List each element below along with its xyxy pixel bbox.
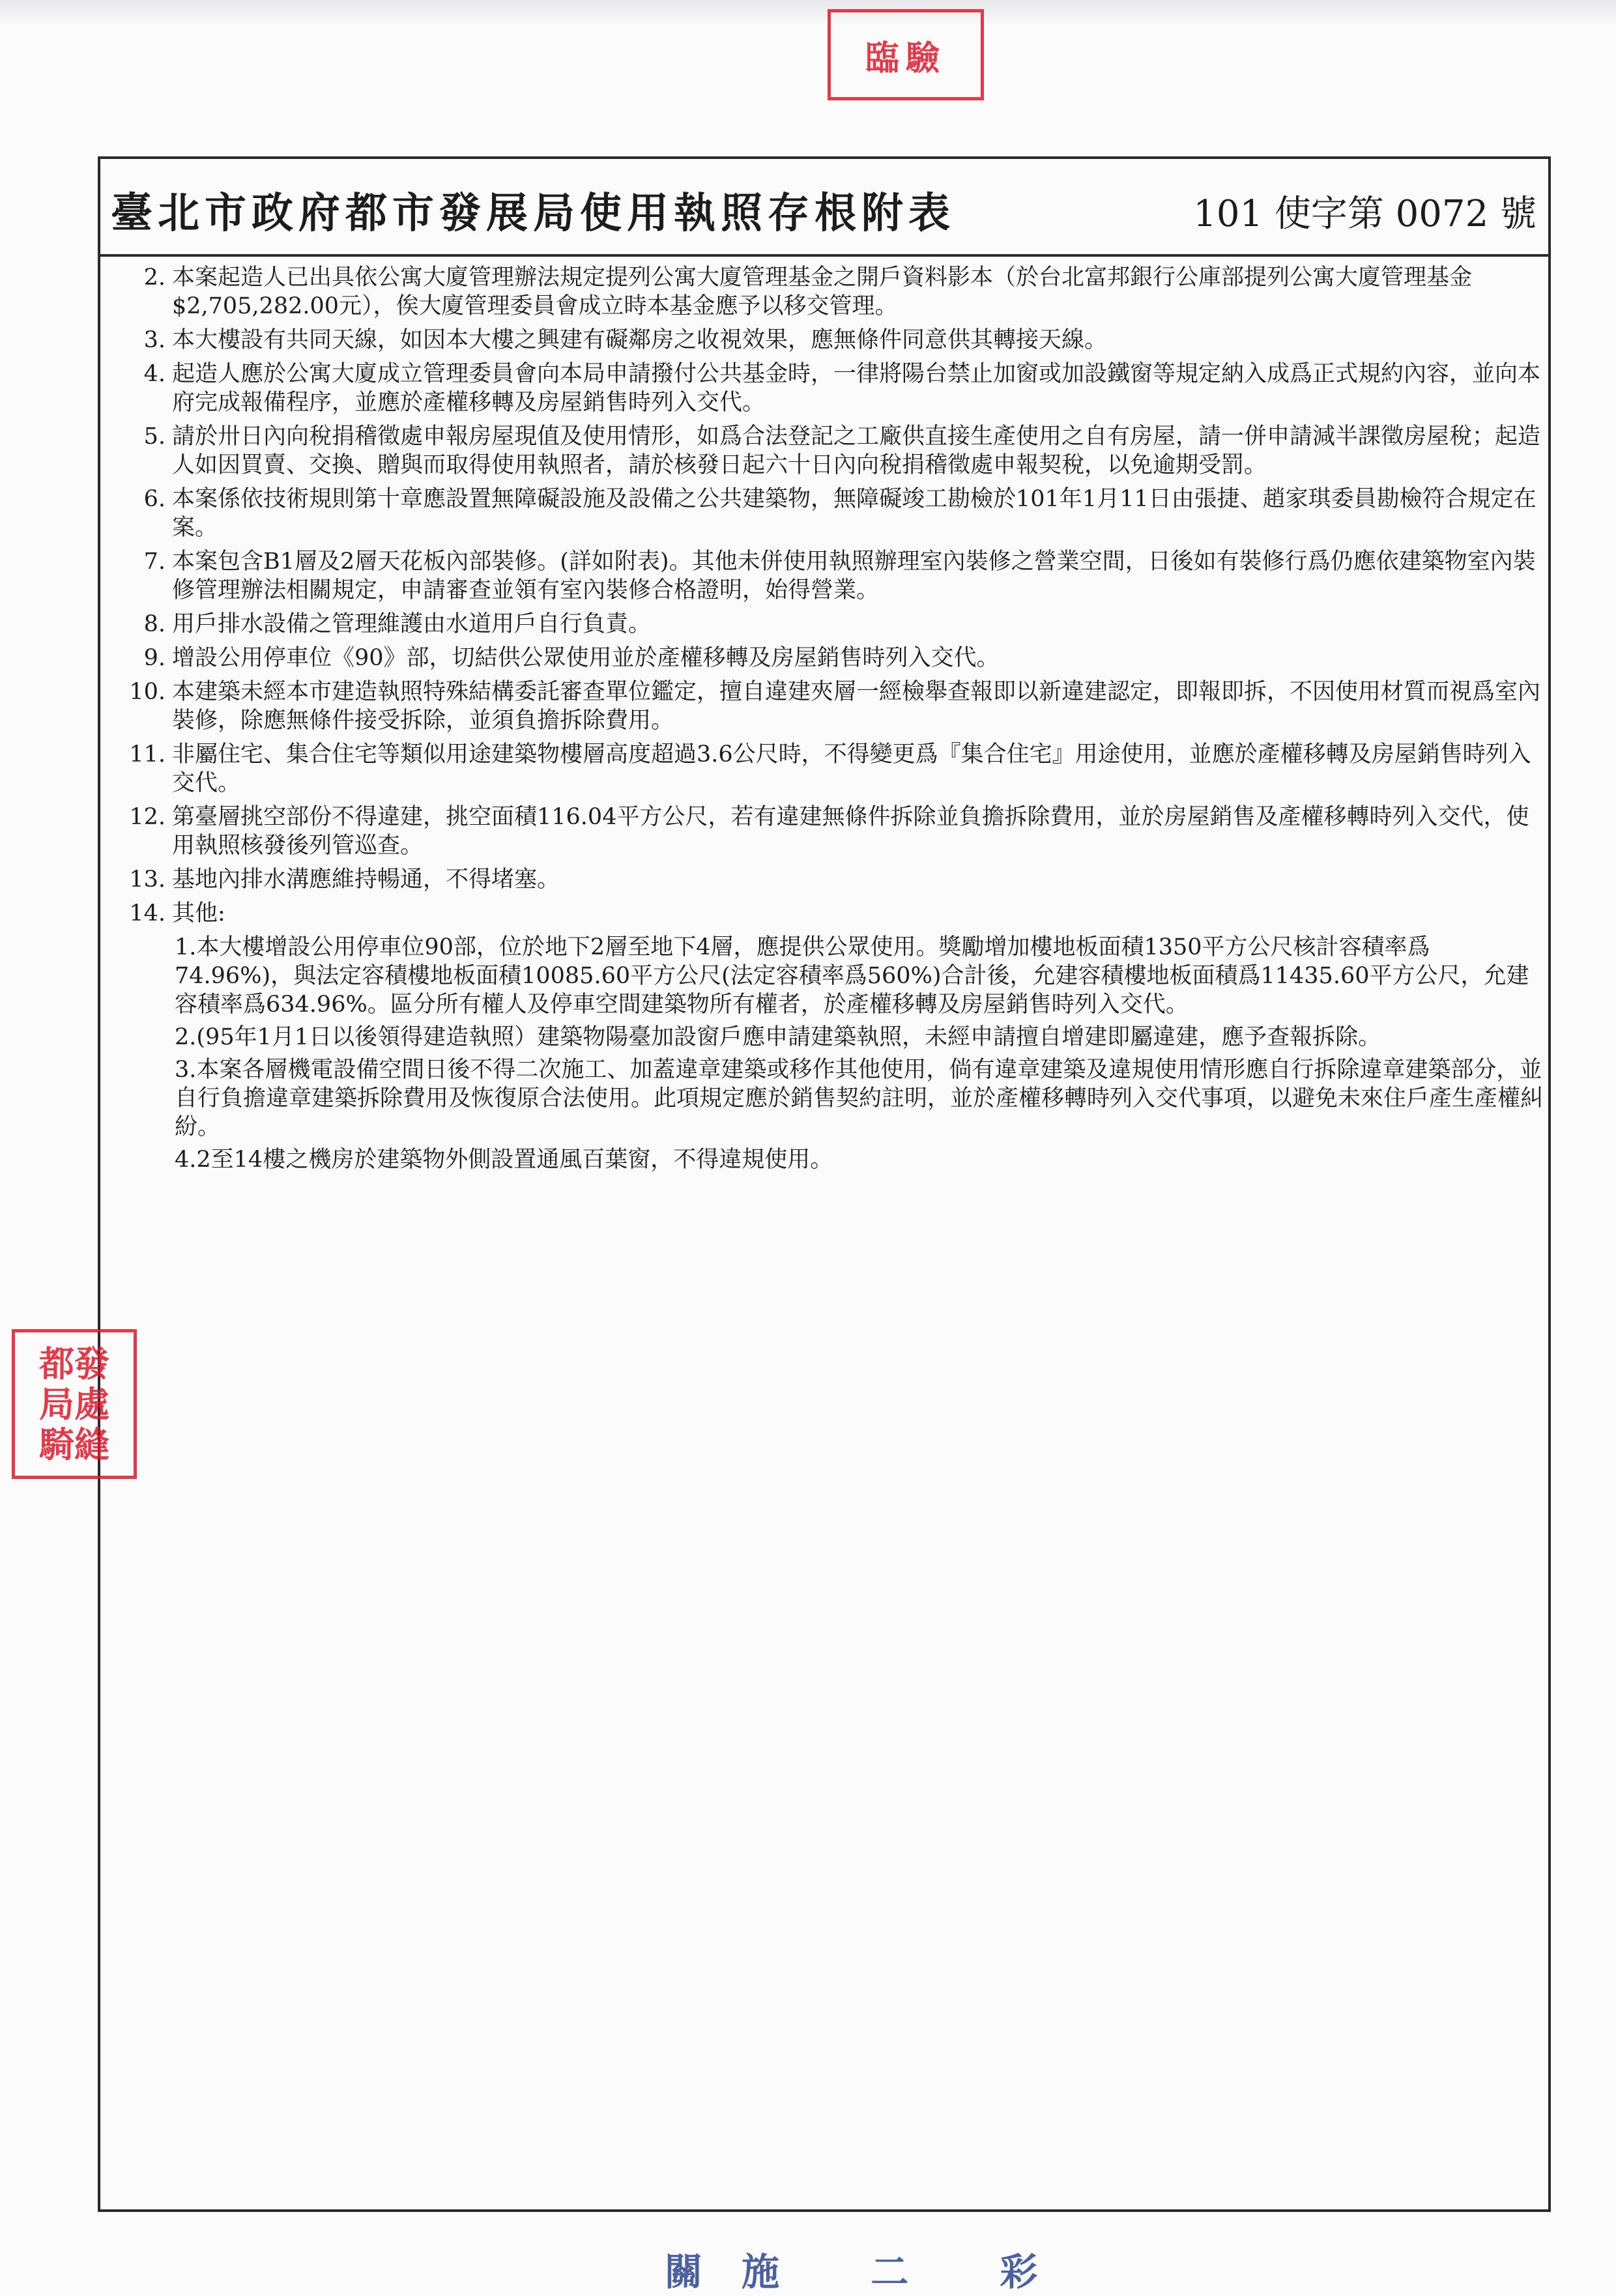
item-text: 本建築未經本市建造執照特殊結構委託審查單位鑑定，擅自違建夾層一經檢舉查報即以新違建認定，即報即拆，不因使用材質而視爲室內裝修，除應無條件接受拆除，並須負擔拆除費用。 — [172, 679, 1541, 734]
list-item — [100, 326, 1548, 354]
item-number: 4. — [143, 361, 166, 387]
sub-item: 4.2至14樓之機房於建築物外側設置通風百葉窗，不得違規使用。 — [175, 1147, 833, 1173]
seal-stamp-left: 都發 局處 騎縫 — [12, 1329, 137, 1479]
item-number: 3. — [143, 327, 166, 353]
item-number: 5. — [143, 423, 166, 450]
sub-item: 2.(95年1月1日以後領得建造執照）建築物陽臺加設窗戶應申請建築執照，未經申請擅自增建即屬違建，應予查報拆除。 — [175, 1024, 1381, 1050]
item-number: 10. — [129, 679, 166, 705]
list-item — [100, 865, 1548, 894]
list-item — [100, 644, 1548, 672]
page-title: 臺北市政府都市發展局使用執照存根附表 — [111, 189, 955, 238]
item-text: 基地內排水溝應維持暢通，不得堵塞。 — [172, 867, 560, 893]
item-number: 9. — [143, 645, 166, 671]
list-item — [100, 263, 1548, 321]
scan-edge-shadow — [0, 0, 1616, 26]
item-number: 2. — [143, 265, 166, 291]
permit-number: 101 使字第 0072 號 — [1193, 193, 1537, 235]
list-item — [100, 899, 1548, 928]
document-frame — [98, 156, 1551, 2212]
list-item — [100, 740, 1548, 797]
item-text: 其他: — [172, 900, 225, 926]
seal-stamp-bottom: 關施 二 彩 — [665, 2250, 1077, 2294]
list-item — [100, 610, 1548, 639]
title-row — [100, 159, 1548, 257]
item-number: 14. — [129, 900, 166, 926]
item-text: 非屬住宅、集合住宅等類似用途建築物樓層高度超過3.6公尺時，不得變更爲『集合住宅』用途使用，並應於產權移轉及房屋銷售時列入交代。 — [172, 741, 1531, 796]
item-number: 6. — [143, 486, 166, 512]
list-item — [100, 547, 1548, 605]
item-text: 本案包含B1層及2層天花板內部裝修。(詳如附表)。其他未併使用執照辦理室內裝修之營業空間，日後如有裝修行爲仍應依建築物室內裝修管理辦法相關規定，申請審查並領有室內裝修合格證明，始得營業。 — [172, 549, 1536, 603]
list-item — [100, 422, 1548, 480]
item-text: 本案起造人已出具依公寓大廈管理辦法規定提列公寓大廈管理基金之開戶資料影本（於台北富邦銀行公庫部提列公寓大廈管理基金$2,705,282.00元），俟大廈管理委員會成立時本基金應予以移交管理。 — [172, 265, 1473, 319]
item-text: 本大樓設有共同天線，如因本大樓之興建有礙鄰房之收視效果，應無條件同意供其轉接天線。 — [172, 327, 1108, 353]
item-text: 本案係依技術規則第十章應設置無障礙設施及設備之公共建築物，無障礙竣工勘檢於101年1月11日由張捷、趙家琪委員勘檢符合規定在案。 — [172, 486, 1537, 541]
item-number: 11. — [129, 741, 166, 768]
provisions-list — [100, 263, 1548, 1178]
seal-stamp-top: 臨驗 — [828, 9, 984, 100]
item-number: 8. — [143, 611, 166, 637]
item-text: 增設公用停車位《90》部，切結供公眾使用並於產權移轉及房屋銷售時列入交代。 — [172, 645, 1000, 671]
list-item — [100, 678, 1548, 735]
item-number: 12. — [129, 804, 166, 830]
list-item — [100, 485, 1548, 542]
sub-item: 3.本案各層機電設備空間日後不得二次施工、加蓋違章建築或移作其他使用，倘有違章建築及違規使用情形應自行拆除違章建築部分，並自行負擔違章建築拆除費用及恢復原合法使用。此項規定應於銷售契約註明，並於產權移轉時列入交代事項，以避免未來住戶產生產權糾紛。 — [175, 1057, 1544, 1140]
item-text: 第臺層挑空部份不得違建，挑空面積116.04平方公尺，若有違建無條件拆除並負擔拆除費用，並於房屋銷售及產權移轉時列入交代，使用執照核發後列管巡查。 — [172, 804, 1529, 859]
list-item — [100, 803, 1548, 860]
item-text: 請於卅日內向稅捐稽徵處申報房屋現值及使用情形，如爲合法登記之工廠供直接生產使用之自有房屋，請一併申請減半課徵房屋稅；起造人如因買賣、交換、贈與而取得使用執照者，請於核發日起六十日內向稅捐稽徵處申報契稅，以免逾期受罰。 — [172, 423, 1541, 478]
item-number: 13. — [129, 867, 166, 893]
item-text: 用戶排水設備之管理維護由水道用戶自行負責。 — [172, 611, 652, 637]
item-text: 起造人應於公寓大廈成立管理委員會向本局申請撥付公共基金時，一律將陽台禁止加窗或加設鐵窗等規定納入成爲正式規約內容，並向本府完成報備程序，並應於產權移轉及房屋銷售時列入交代。 — [172, 361, 1541, 416]
list-item — [100, 360, 1548, 417]
sub-item: 1.本大樓增設公用停車位90部，位於地下2層至地下4層，應提供公眾使用。獎勵增加樓地板面積1350平方公尺核計容積率爲74.96%)，與法定容積樓地板面積10085.60平方公尺(法定容積率爲560%)合計後，允建容積樓地板面積爲11435.60平方公尺，允建容積率爲634.96%。區分所有權人及停車空間建築物所有權者，於產權移轉及房屋銷售時列入交代。 — [175, 934, 1529, 1018]
item-number: 7. — [143, 549, 166, 575]
